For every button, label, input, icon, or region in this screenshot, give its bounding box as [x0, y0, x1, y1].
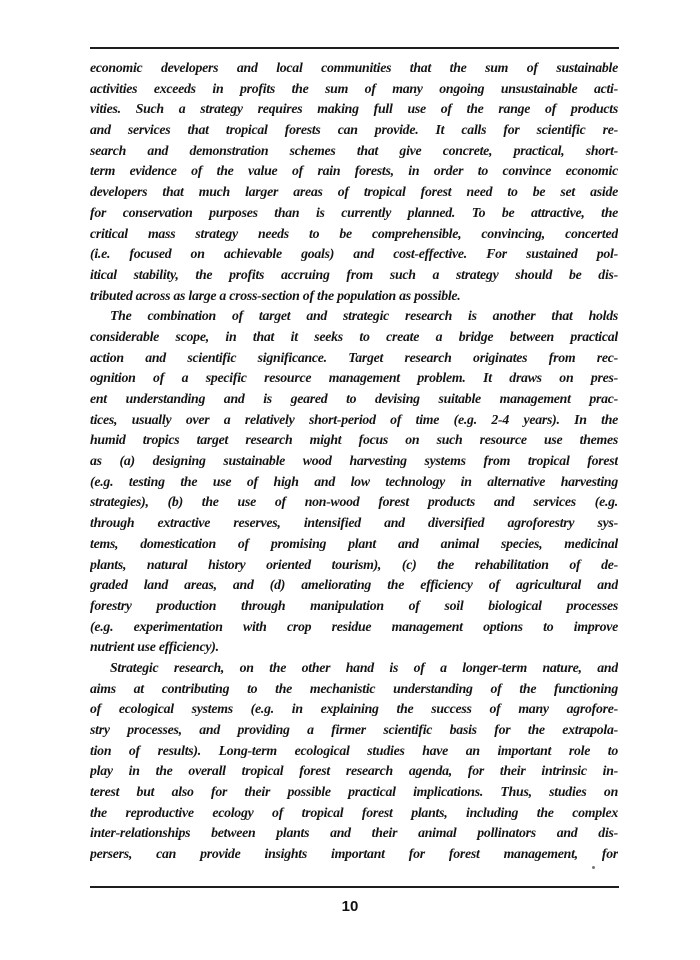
text-line: nutrient use efficiency).	[90, 639, 219, 655]
text-line: stry processes, and providing a firmer scientific basis for the extrapola-	[90, 722, 618, 737]
text-line: ognition of a specific resource management problem. It draws on pres-	[90, 370, 618, 386]
text-line: through extractive reserves, intensified and diversified agroforestry sys-	[90, 515, 618, 531]
text-line: action and scientific significance. Target research originates from rec-	[90, 349, 618, 365]
text-line: economic developers and local communities that the sum of sustainable	[90, 60, 618, 75]
text-line: tems, domestication of promising plant and animal species, medicinal	[90, 535, 618, 551]
text-line: for conservation purposes than is currently planned. To be attractive, the	[90, 204, 618, 220]
text-line: developers that much larger areas of tropical forest need to be set aside	[90, 184, 618, 200]
text-line: tion of results). Long-term ecological studies have an important role to	[90, 742, 618, 758]
text-line: vities. Such a strategy requires making full use of the range of products	[90, 101, 618, 117]
text-line: itical stability, the profits accruing from such a strategy should be dis-	[90, 266, 618, 282]
text-line: considerable scope, in that it seeks to create a bridge between practical	[90, 328, 618, 344]
text-line: search and demonstration schemes that give concrete, practical, short-	[90, 142, 618, 158]
text-line: forestry production through manipulation of soil biological processes	[90, 597, 618, 613]
text-line: graded land areas, and (d) ameliorating the efficiency of agricultural and	[90, 577, 618, 593]
text-line: of ecological systems (e.g. in explaining the success of many agrofore-	[90, 701, 618, 717]
text-line: aims at contributing to the mechanistic understanding of the functioning	[90, 680, 618, 696]
text-line: (e.g. experimentation with crop residue management options to improve	[90, 618, 618, 634]
text-line: and services that tropical forests can provide. It calls for scientific re-	[90, 122, 618, 138]
text-line: Strategic research, on the other hand is of a longer-term nature, and	[110, 659, 618, 675]
text-line: inter-relationships between plants and their animal pollinators and dis-	[90, 825, 618, 841]
text-line: term evidence of the value of rain forests, in order to convince economic	[90, 163, 618, 179]
text-line: tributed across as large a cross-section of the population as possible.	[90, 287, 461, 303]
text-line: the reproductive ecology of tropical forest plants, including the complex	[90, 804, 618, 820]
scan-speck	[592, 866, 595, 869]
text-line: ent understanding and is geared to devising suitable management prac-	[90, 391, 618, 406]
body-text	[90, 58, 618, 865]
text-line: plants, natural history oriented tourism), (c) the rehabilitation of de-	[90, 556, 618, 572]
text-line: activities exceeds in profits the sum of many ongoing unsustainable acti-	[90, 80, 618, 96]
text-line: as (a) designing sustainable wood harvesting systems from tropical forest	[90, 453, 618, 469]
top-rule	[90, 47, 619, 49]
text-line: (e.g. testing the use of high and low technology in alternative harvesting	[90, 473, 618, 489]
text-line: The combination of target and strategic research is another that holds	[110, 308, 618, 324]
page-number: 10	[341, 898, 359, 915]
text-line: humid tropics target research might focus on such resource use themes	[90, 432, 618, 448]
bottom-rule	[90, 886, 619, 888]
text-line: (i.e. focused on achievable goals) and cost-effective. For sustained pol-	[90, 246, 618, 262]
text-line: play in the overall tropical forest research agenda, for their intrinsic in-	[90, 763, 618, 779]
text-line: tices, usually over a relatively short-period of time (e.g. 2-4 years). In the	[90, 411, 618, 427]
text-line: strategies), (b) the use of non-wood forest products and services (e.g.	[90, 494, 618, 510]
text-line: critical mass strategy needs to be comprehensible, convincing, concerted	[90, 225, 618, 241]
text-line: terest but also for their possible practical implications. Thus, studies on	[90, 784, 618, 800]
text-line: persers, can provide insights important for forest management, for	[90, 846, 618, 862]
